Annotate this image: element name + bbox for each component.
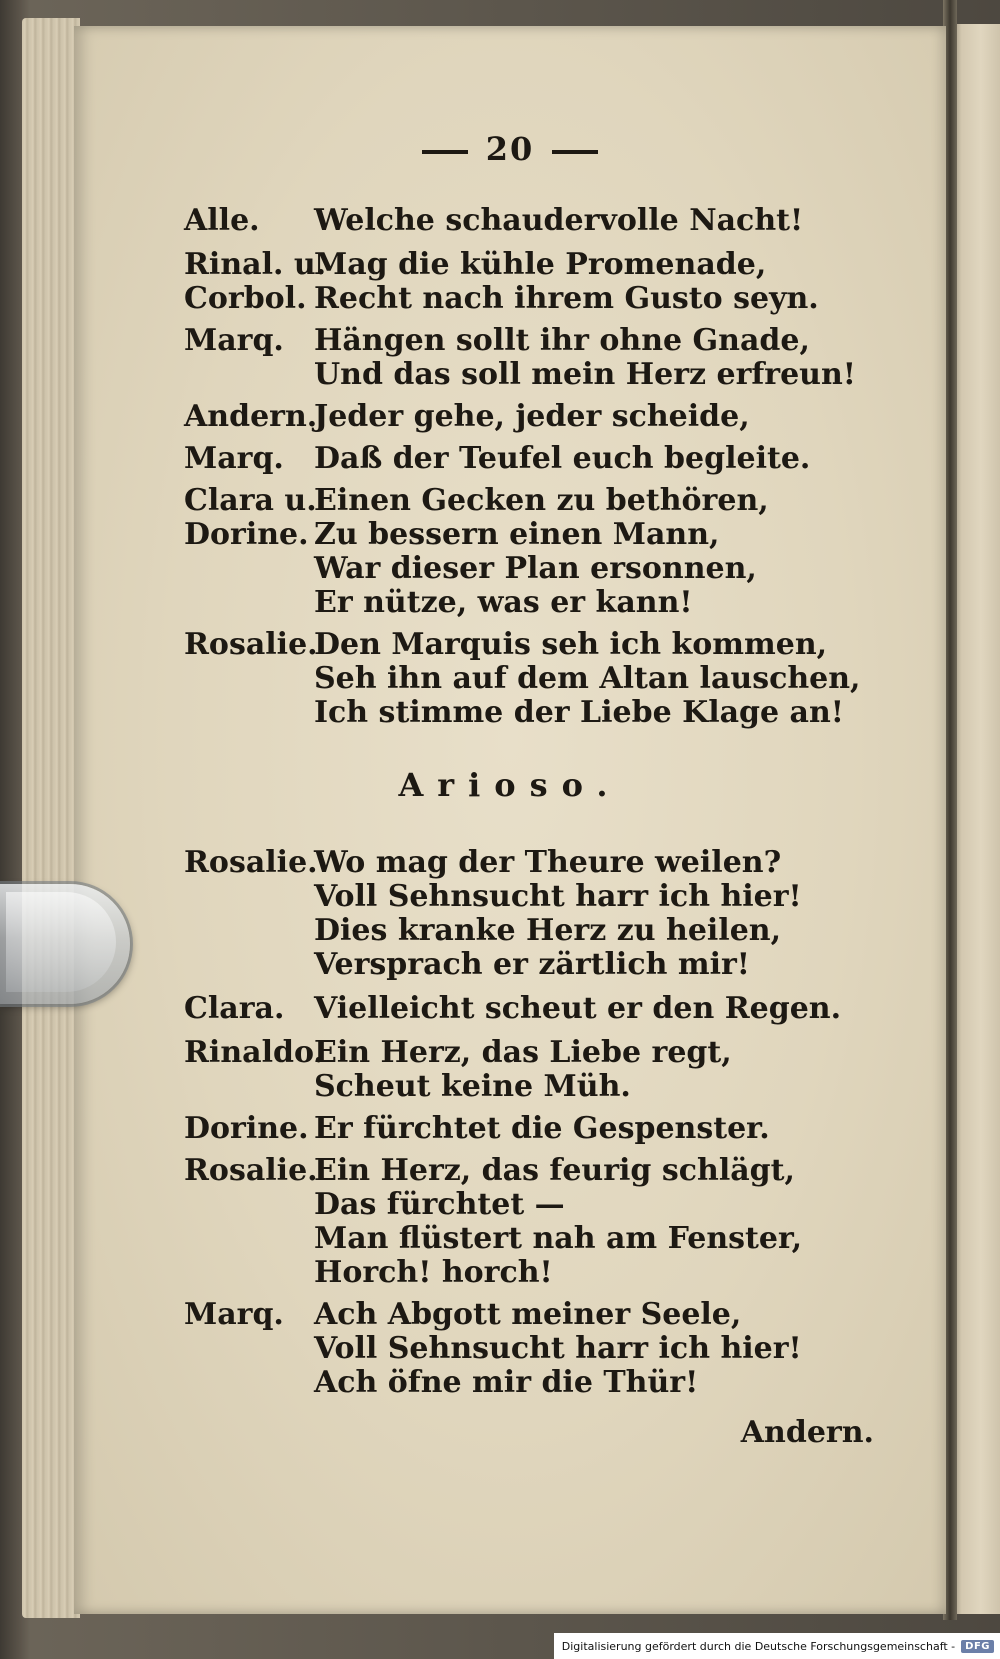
speaker-line: Dorine. [184, 1111, 309, 1146]
speaker-name [184, 1112, 314, 1146]
verse-lines [314, 1036, 732, 1104]
facing-page-edge [952, 24, 1000, 1614]
speaker-line: Marq. [184, 1297, 284, 1332]
verse-lines [314, 324, 856, 392]
verse-lines [314, 1298, 802, 1400]
verse-lines [314, 442, 810, 476]
verse-line: Den Marquis seh ich kommen, [314, 627, 828, 662]
verse-line: Mag die kühle Promenade, [314, 247, 767, 282]
verse-lines [314, 628, 861, 730]
verse-line: Ich stimme der Liebe Klage an! [314, 695, 844, 730]
verse-line: Voll Sehnsucht harr ich hier! [314, 879, 802, 914]
speaker-line: Rinal. u. [184, 247, 327, 282]
verse-lines [314, 992, 841, 1026]
speaker-name [184, 627, 318, 662]
dash-right [552, 150, 598, 154]
speaker-line: Rosalie. [184, 1153, 318, 1188]
page-clip-highlight [6, 892, 116, 992]
verse-lines [314, 846, 802, 982]
verse-lines [314, 1112, 770, 1146]
speaker-name [184, 1035, 324, 1070]
speaker-line: Clara u. [184, 483, 317, 518]
footer-text: Digitalisierung gefördert durch die Deutsche Forschungsgemeinschaft - [561, 1639, 956, 1653]
verse-line: Dies kranke Herz zu heilen, [314, 913, 782, 948]
verse-line: Recht nach ihrem Gusto seyn. [314, 281, 819, 316]
verse-line: Zu bessern einen Mann, [314, 517, 720, 552]
verse-lines [314, 204, 803, 238]
speaker-name [184, 204, 314, 238]
section-heading-arioso: Arioso. [398, 766, 622, 804]
verse-line: Hängen sollt ihr ohne Gnade, [314, 323, 810, 358]
speaker-name [184, 1298, 314, 1332]
page-clip [0, 884, 130, 1004]
verse-line: Welche schaudervolle Nacht! [314, 203, 804, 238]
page-number [74, 132, 946, 166]
speaker-line: Rosalie. [184, 845, 318, 880]
verse-line: Seh ihn auf dem Altan lauschen, [314, 661, 861, 696]
book-page [74, 26, 946, 1614]
verse-line: Ein Herz, das feurig schlägt, [314, 1153, 795, 1188]
verse-line: Ein Herz, das Liebe regt, [314, 1035, 732, 1070]
verse-line: War dieser Plan ersonnen, [314, 551, 757, 586]
verse-line: Ach Abgott meiner Seele, [314, 1297, 742, 1332]
catchword: Andern. [740, 1415, 874, 1450]
page-number-value: 20 [485, 130, 535, 168]
verse-lines [314, 400, 750, 434]
verse-line: Er nütze, was er kann! [314, 585, 693, 620]
page-edges [22, 18, 80, 1618]
verse-lines [314, 1154, 802, 1290]
speaker-line: Corbol. [184, 281, 307, 316]
speaker-name [184, 247, 327, 316]
speaker-line: Rosalie. [184, 627, 318, 662]
speaker-name [184, 845, 318, 880]
dfg-logo-icon: DFG [961, 1640, 994, 1653]
verse-line: Ach öfne mir die Thür! [314, 1365, 699, 1400]
verse-line: Er fürchtet die Gespenster. [314, 1111, 770, 1146]
verse-line: Vielleicht scheut er den Regen. [314, 991, 842, 1026]
speaker-line: Dorine. [184, 517, 309, 552]
verse-line: Horch! horch! [314, 1255, 553, 1290]
verse-line: Einen Gecken zu bethören, [314, 483, 769, 518]
dash-left [422, 150, 468, 154]
speaker-line: Alle. [184, 203, 260, 238]
speaker-line: Marq. [184, 441, 284, 476]
verse-line: Wo mag der Theure weilen? [314, 845, 782, 880]
speaker-name [184, 483, 317, 552]
verse-lines [314, 484, 769, 620]
speaker-line: Andern. [184, 399, 318, 434]
verse-line: Versprach er zärtlich mir! [314, 947, 750, 982]
footer-credit [554, 1633, 1000, 1659]
verse-lines [314, 248, 819, 316]
verse-line: Jeder gehe, jeder scheide, [314, 399, 750, 434]
speaker-line: Marq. [184, 323, 284, 358]
speaker-name [184, 992, 314, 1026]
verse-line: Scheut keine Müh. [314, 1069, 631, 1104]
speaker-line: Clara. [184, 991, 285, 1026]
verse-line: Voll Sehnsucht harr ich hier! [314, 1331, 802, 1366]
speaker-name [184, 442, 314, 476]
speaker-name [184, 324, 314, 358]
verse-line: Das fürchtet — [314, 1187, 565, 1222]
speaker-line: Rinaldo. [184, 1035, 324, 1070]
verse-line: Und das soll mein Herz erfreun! [314, 357, 856, 392]
verse-line: Daß der Teufel euch begleite. [314, 441, 811, 476]
speaker-name [184, 1153, 318, 1188]
speaker-name [184, 399, 318, 434]
verse-line: Man flüstert nah am Fenster, [314, 1221, 803, 1256]
